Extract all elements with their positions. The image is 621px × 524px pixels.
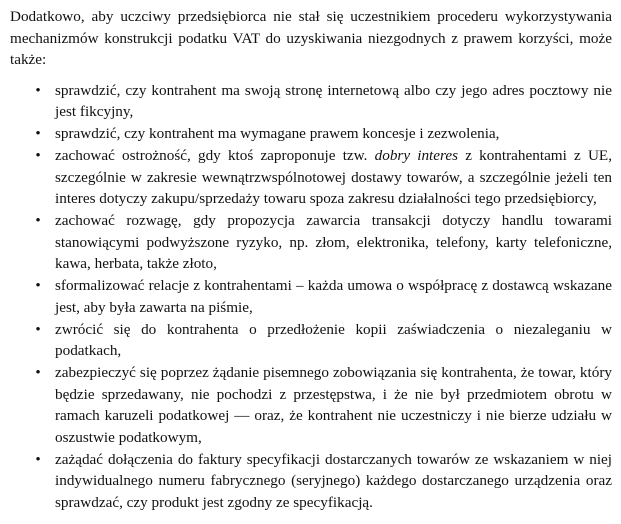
list-item-4 — [10, 210, 612, 275]
list-item-text-after-italic: z kontrahentami z UE, szczególnie w zakresie wewnątrzwspólnotowej dostawy towarów, a szczególnie jeżeli ten interes dotyczy zakupu/sprzedaży towaru spoza zakresu działalności tego przedsiębiorcy, — [55, 147, 612, 207]
list-item-text: sprawdzić, czy kontrahent ma swoją stronę internetową albo czy jego adres pocztowy nie jest fikcyjny, — [55, 81, 612, 120]
list-item-2 — [10, 123, 612, 145]
intro-paragraph: Dodatkowo, aby uczciwy przedsiębiorca nie stał się uczestnikiem procederu wykorzystywania mechanizmów konstrukcji podatku VAT do uzyskiwania niezgodnych z prawem korzyści, może także: — [10, 8, 612, 68]
list-item-text-before-italic: zachować ostrożność, gdy ktoś zaproponuje tzw. — [55, 147, 375, 164]
list-item-3 — [10, 145, 612, 210]
bullet-point-icon: • — [35, 450, 41, 468]
list-item-text: zwrócić się do kontrahenta o przedłożenie kopii zaświadczenia o niezaleganiu w podatkach, — [55, 320, 612, 359]
bullet-point-icon: • — [35, 320, 41, 338]
bullet-point-icon: • — [35, 147, 41, 164]
list-item-5 — [10, 275, 612, 318]
list-item-text: zażądać dołączenia do faktury specyfikacji dostarczanych towarów ze wskazaniem w niej indywidualnego numeru fabrycznego (seryjnego) każdego dostarczanego urządzenia oraz sprawdzać, czy produkt jest zgodny ze specyfikacją. — [55, 450, 612, 511]
recommendations-list — [10, 80, 612, 514]
emphasis-phrase: dobry interes — [374, 147, 459, 164]
list-item-7 — [10, 362, 612, 448]
list-item-6 — [10, 319, 612, 362]
list-item-text: sformalizować relacje z kontrahentami – każda umowa o współpracę z dostawcą wskazane jest, aby była zawarta na piśmie, — [55, 277, 612, 316]
list-item-text — [55, 145, 612, 210]
bullet-point-icon: • — [35, 125, 41, 142]
list-item-1 — [10, 80, 612, 123]
bullet-point-icon: • — [35, 212, 41, 229]
bullet-point-icon: • — [35, 81, 41, 99]
list-item-text: zabezpieczyć się poprzez żądanie pisemnego zobowiązania się kontrahenta, że towar, który będzie sprzedawany, nie pochodzi z przestępstwa, i że nie był przedmiotem obrotu w ramach karuzeli podatkowej — oraz, że kontrahent nie uczestniczy i nie bierze udziału w oszustwie podatkowym, — [55, 364, 612, 446]
list-item-8 — [10, 449, 612, 514]
list-item-text: sprawdzić, czy kontrahent ma wymagane prawem koncesje i zezwolenia, — [55, 125, 500, 142]
bullet-point-icon: • — [35, 277, 41, 294]
list-item-text: zachować rozwagę, gdy propozycja zawarcia transakcji dotyczy handlu towarami stanowiącymi podwyższone ryzyko, np. złom, elektronika, telefony, karty telefoniczne, kawa, herbata, także złoto, — [55, 212, 612, 272]
bullet-point-icon: • — [35, 364, 41, 381]
